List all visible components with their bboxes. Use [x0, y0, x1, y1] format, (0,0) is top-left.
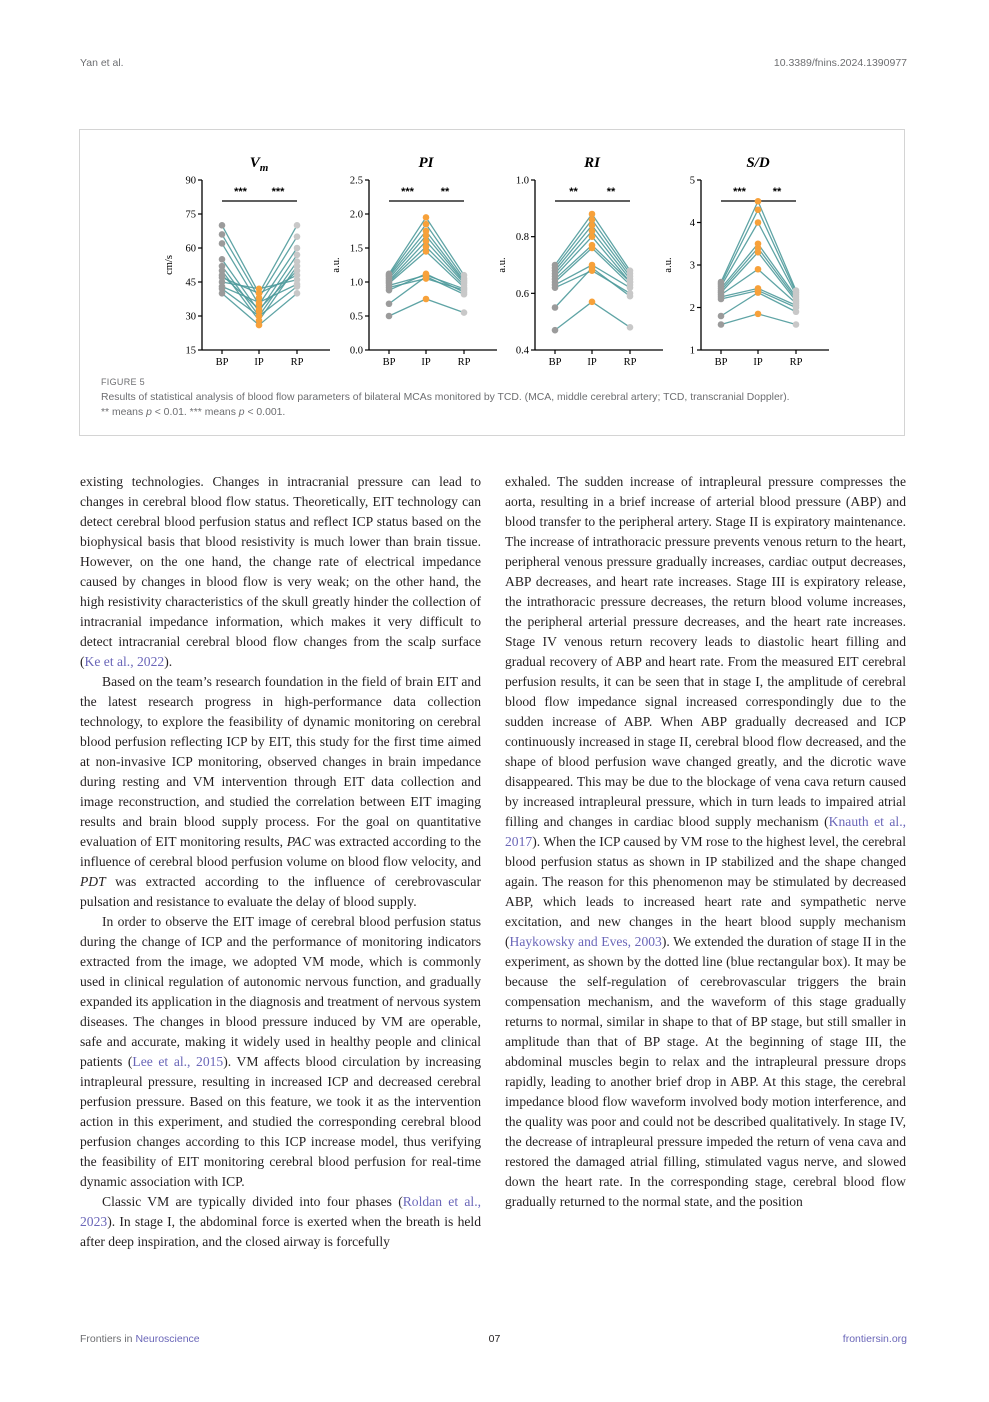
data-point-bp	[386, 313, 393, 320]
data-point-rp	[294, 222, 301, 229]
text-run: exhaled. The sudden increase of intrapleural pressure compresses the aorta, resulting in a brief increase of arterial blood pressure (ABP) and blood transfer to the peripheral artery. Stage II is expiratory maintenance. The increase of intrathoracic pressure prevents venous return to the heart, peripheral venous pressure gradually increases, cardiac output decreases, ABP decreases, and heart rate increases. Stage III is expiratory release, the intrathoracic pressure decreases, the return blood volume increases, the peripheral arterial pressure decreases, and the heart rate increases. Stage IV venous return recovery leads to diastolic heart filling and gradual recovery of ABP and heart rate. From the measured EIT cerebral perfusion results, it can be seen that in stage I, the amplitude of cerebral blood flow impedance signal increased correspondingly due to the sudden increase of ABP. When ABP gradually decreased and ICP continuously increased in stage II, cerebral blood flow decreased, and the shape of blood perfusion wave changed greatly, and the dicrotic wave disappeared. This may be due to the blockage of vena cava return caused by increased intrapleural pressure, which in turn leads to impaired atrial filling and changes in cardiac blood supply mechanism (	[505, 474, 906, 829]
y-tick-label: 1.5	[349, 243, 363, 255]
x-tick-label: BP	[215, 357, 229, 368]
x-tick-label: RP	[457, 357, 471, 368]
data-point-ip	[423, 296, 430, 303]
data-point-bp	[386, 300, 393, 307]
page-number: 07	[488, 1333, 501, 1345]
data-point-ip	[423, 248, 430, 255]
significance-label: ***	[234, 186, 247, 198]
data-point-ip	[589, 222, 596, 229]
running-header-doi: 10.3389/fnins.2024.1390977	[773, 57, 907, 69]
data-point-bp	[219, 240, 226, 247]
data-point-ip	[755, 289, 762, 296]
data-point-ip	[256, 322, 263, 329]
data-point-ip	[256, 299, 263, 306]
data-point-rp	[294, 290, 301, 297]
figure-5	[79, 129, 905, 436]
data-point-rp	[627, 293, 634, 300]
text-run: ). VM affects blood circulation by increasing intrapleural pressure, resulting in increased ICP and decreased cerebral perfusion pressure. Based on this feature, we took it as the intervention action in this experiment, and studied the corresponding cerebral blood perfusion changes according to this ICP increase model, thus verifying the feasibility of EIT monitoring cerebral blood perfusion for real-time dynamic association with ICP.	[80, 1054, 481, 1189]
y-tick-label: 90	[185, 175, 196, 187]
data-point-rp	[793, 321, 800, 328]
x-tick-label: IP	[421, 357, 431, 368]
text-run: In order to observe the EIT image of cerebral blood perfusion status during the change of ICP and the performance of monitoring indicators extracted from the image, we adopted VM mode, which is commonly used in clinical regulation of autonomic nervous function, and gradually expanded its application in the diagnosis and treatment of nervous system diseases. The changes in blood pressure induced by VM are operable, safe and accurate, making it widely used in healthy people and clinical patients (	[80, 914, 481, 1069]
text-run: ).	[164, 654, 173, 669]
citation-link[interactable]: Knauth et al., 2017	[505, 814, 906, 849]
italic-term: PAC	[286, 834, 311, 849]
y-tick-label: 2.0	[349, 209, 363, 221]
data-point-bp	[718, 313, 725, 320]
caption-main: Results of statistical analysis of blood flow parameters of bilateral MCAs monitored by TCD. (MCA, middle cerebral artery; TCD, transcranial Doppler).	[101, 392, 790, 403]
chart-title-3: S/D	[746, 155, 770, 171]
text-run: existing technologies. Changes in intracranial pressure can lead to changes in cerebral blood flow status. Theoretically, EIT technology can detect cerebral blood perfusion status and reflect ICP status based on the biophysical basis that blood resistivity is much lower than brain tissue. However, on the one hand, the change rate of electrical impedance caused by changes in blood flow is very weak; on the other hand, the high resistivity characteristics of the skull greatly hinder the collection of intracranial impedance information, which makes it very difficult to detect intracranial cerebral blood flow changes from the scalp surface (	[80, 474, 481, 669]
significance-label: **	[606, 186, 616, 198]
data-point-ip	[589, 233, 596, 240]
x-tick-label: IP	[753, 357, 763, 368]
data-point-ip	[589, 216, 596, 223]
italic-term: PDT	[80, 874, 106, 889]
x-tick-label: IP	[587, 357, 597, 368]
data-point-bp	[219, 256, 226, 263]
y-axis-label: cm/s	[164, 255, 175, 275]
paragraph	[80, 1192, 481, 1252]
text-run: was extracted according to the influence of cerebral blood perfusion volume on blood flow velocity, and	[80, 834, 481, 869]
chart-title-2: RI	[584, 155, 600, 171]
data-point-ip	[589, 211, 596, 218]
data-point-rp	[294, 245, 301, 252]
y-tick-label: 0.8	[515, 232, 529, 244]
data-point-ip	[755, 198, 762, 205]
footer-site-link[interactable]: frontiersin.org	[842, 1333, 907, 1345]
significance-label: **	[440, 186, 450, 198]
data-point-ip	[256, 313, 263, 320]
significance-label: **	[772, 186, 782, 198]
data-point-bp	[219, 222, 226, 229]
x-tick-label: RP	[290, 357, 304, 368]
caption-p-1: p	[146, 407, 152, 418]
paragraph	[80, 472, 481, 672]
data-point-ip	[755, 206, 762, 213]
data-point-ip	[589, 228, 596, 235]
y-tick-label: 15	[185, 345, 196, 357]
text-run: Classic VM are typically divided into four phases (	[102, 1194, 403, 1209]
caption-sig-1: ** means	[101, 407, 147, 418]
data-point-ip	[755, 249, 762, 256]
x-tick-label: BP	[714, 357, 728, 368]
right-column	[505, 472, 906, 1212]
x-tick-label: BP	[382, 357, 396, 368]
footer-journal-prefix: Frontiers in	[80, 1333, 136, 1345]
data-point-bp	[552, 284, 559, 291]
citation-link[interactable]: Lee et al., 2015	[132, 1054, 224, 1069]
citation-link[interactable]: Haykowsky and Eves, 2003	[509, 934, 662, 949]
caption-sig-3: < 0.001.	[244, 407, 286, 418]
y-tick-label: 45	[185, 277, 196, 289]
citation-link[interactable]: Roldan et al., 2023	[80, 1194, 481, 1229]
figure-label: FIGURE 5	[101, 377, 145, 387]
data-point-ip	[755, 266, 762, 273]
left-column	[80, 472, 481, 1252]
data-point-ip	[755, 219, 762, 226]
figure-caption	[101, 390, 891, 420]
y-tick-label: 30	[185, 311, 196, 323]
figure-5-charts	[80, 130, 904, 375]
chart-title-1: PI	[418, 155, 434, 171]
paragraph	[505, 472, 906, 1212]
y-axis-label: a.u.	[497, 257, 508, 273]
text-run: ). When the ICP caused by VM rose to the highest level, the cerebral blood perfusion status as shown in IP stabilized and the shape changed again. The reason for this phenomenon may be stimulated by decreased ABP, which leads to increased heart rate and sympathetic nerve excitation, and new changes in the heart blood supply mechanism (	[505, 834, 906, 949]
data-point-bp	[552, 304, 559, 311]
y-tick-label: 3	[689, 260, 695, 272]
y-tick-label: 1.0	[515, 175, 529, 187]
text-run: Based on the team’s research foundation in the field of brain EIT and the latest research progress in high-performance data collection technology, to explore the feasibility of dynamic monitoring on cerebral blood perfusion reflecting ICP by EIT, this study for the first time aimed at non-invasive ICP monitoring, observed changes in brain impedance during resting and VM intervention through EIT data collection and image reconstruction, and studied the correlation between EIT imaging results and brain blood supply process. For the goal on quantitative evaluation of EIT monitoring results,	[80, 674, 481, 849]
data-point-ip	[256, 286, 263, 293]
y-tick-label: 2.5	[349, 175, 363, 187]
data-point-ip	[589, 265, 596, 272]
caption-sig-2: < 0.01. *** means	[151, 407, 239, 418]
citation-link[interactable]: Ke et al., 2022	[84, 654, 165, 669]
x-tick-label: IP	[254, 357, 264, 368]
data-point-ip	[589, 245, 596, 252]
data-point-rp	[294, 252, 301, 259]
y-tick-label: 2	[689, 303, 695, 314]
x-tick-label: BP	[548, 357, 562, 368]
chart-title-0: $V_m$	[249, 155, 269, 174]
data-point-rp	[793, 308, 800, 315]
y-tick-label: 4	[689, 218, 695, 229]
significance-label: **	[569, 186, 578, 198]
footer-journal-name[interactable]: Neuroscience	[135, 1333, 200, 1345]
data-point-ip	[423, 273, 430, 280]
y-tick-label: 75	[185, 209, 196, 221]
data-point-bp	[386, 287, 393, 294]
data-point-rp	[294, 233, 301, 240]
data-point-ip	[755, 311, 762, 318]
data-point-ip	[256, 306, 263, 313]
x-tick-label: RP	[789, 357, 803, 368]
data-point-rp	[461, 309, 468, 316]
paragraph	[80, 912, 481, 1192]
y-tick-label: 1	[689, 345, 695, 357]
y-axis-label: a.u.	[663, 257, 674, 273]
text-run: ). In stage I, the abdominal force is exerted when the breath is held after deep inspiration, and the closed airway is forcefully	[80, 1214, 481, 1249]
series-line	[555, 302, 630, 330]
data-point-ip	[423, 221, 430, 228]
data-point-bp	[718, 296, 725, 303]
data-point-rp	[294, 283, 301, 290]
data-point-ip	[423, 214, 430, 221]
text-run: was extracted according to the influence of cerebrovascular pulsation and resistance to evaluate the delay of blood supply.	[80, 874, 481, 909]
data-point-rp	[461, 291, 468, 298]
y-tick-label: 0.5	[349, 311, 363, 323]
data-point-ip	[589, 299, 596, 306]
running-header-authors: Yan et al.	[80, 57, 124, 69]
y-tick-label: 0.6	[515, 288, 529, 300]
significance-label: ***	[733, 186, 746, 198]
y-tick-label: 60	[185, 243, 196, 255]
y-tick-label: 1.0	[349, 277, 363, 289]
data-point-bp	[219, 231, 226, 238]
significance-label: ***	[271, 186, 285, 198]
data-point-bp	[219, 290, 226, 297]
data-point-rp	[627, 324, 634, 331]
y-tick-label: 0.4	[515, 345, 529, 357]
data-point-bp	[552, 327, 559, 334]
paragraph	[80, 672, 481, 912]
caption-p-2: p	[238, 407, 245, 418]
significance-label: ***	[401, 186, 414, 198]
x-tick-label: RP	[623, 357, 637, 368]
y-axis-label: a.u.	[331, 257, 342, 273]
y-tick-label: 0.0	[349, 345, 363, 357]
data-point-bp	[718, 321, 725, 328]
text-run: ). We extended the duration of stage II in the experiment, as shown by the dotted line (blue rectangular box). It may be because the self-regulation of cerebrovascular triggers the brain compensation mechanism, and the waveform of this stage gradually returns to normal, similar in shape to that of BP stage, but still smaller in amplitude than that of BP stage. At the beginning of stage III, the abdominal muscles begin to relax and the intrapleural pressure drops rapidly, leading to another brief drop in ABP. At this stage, the cerebral impedance blood flow waveform involved body motion interference, and the quality was poor and could not be described qualitatively. In stage IV, the decrease of intrapleural pressure impeded the return of vena cava and restored the damaged atrial filling, stimulated vagus nerve, and slowed down the heart rate. In the corresponding stage, cerebral blood flow gradually returned to the normal state, and the position	[505, 934, 906, 1209]
data-point-rp	[627, 284, 634, 291]
y-tick-label: 5	[689, 175, 695, 187]
